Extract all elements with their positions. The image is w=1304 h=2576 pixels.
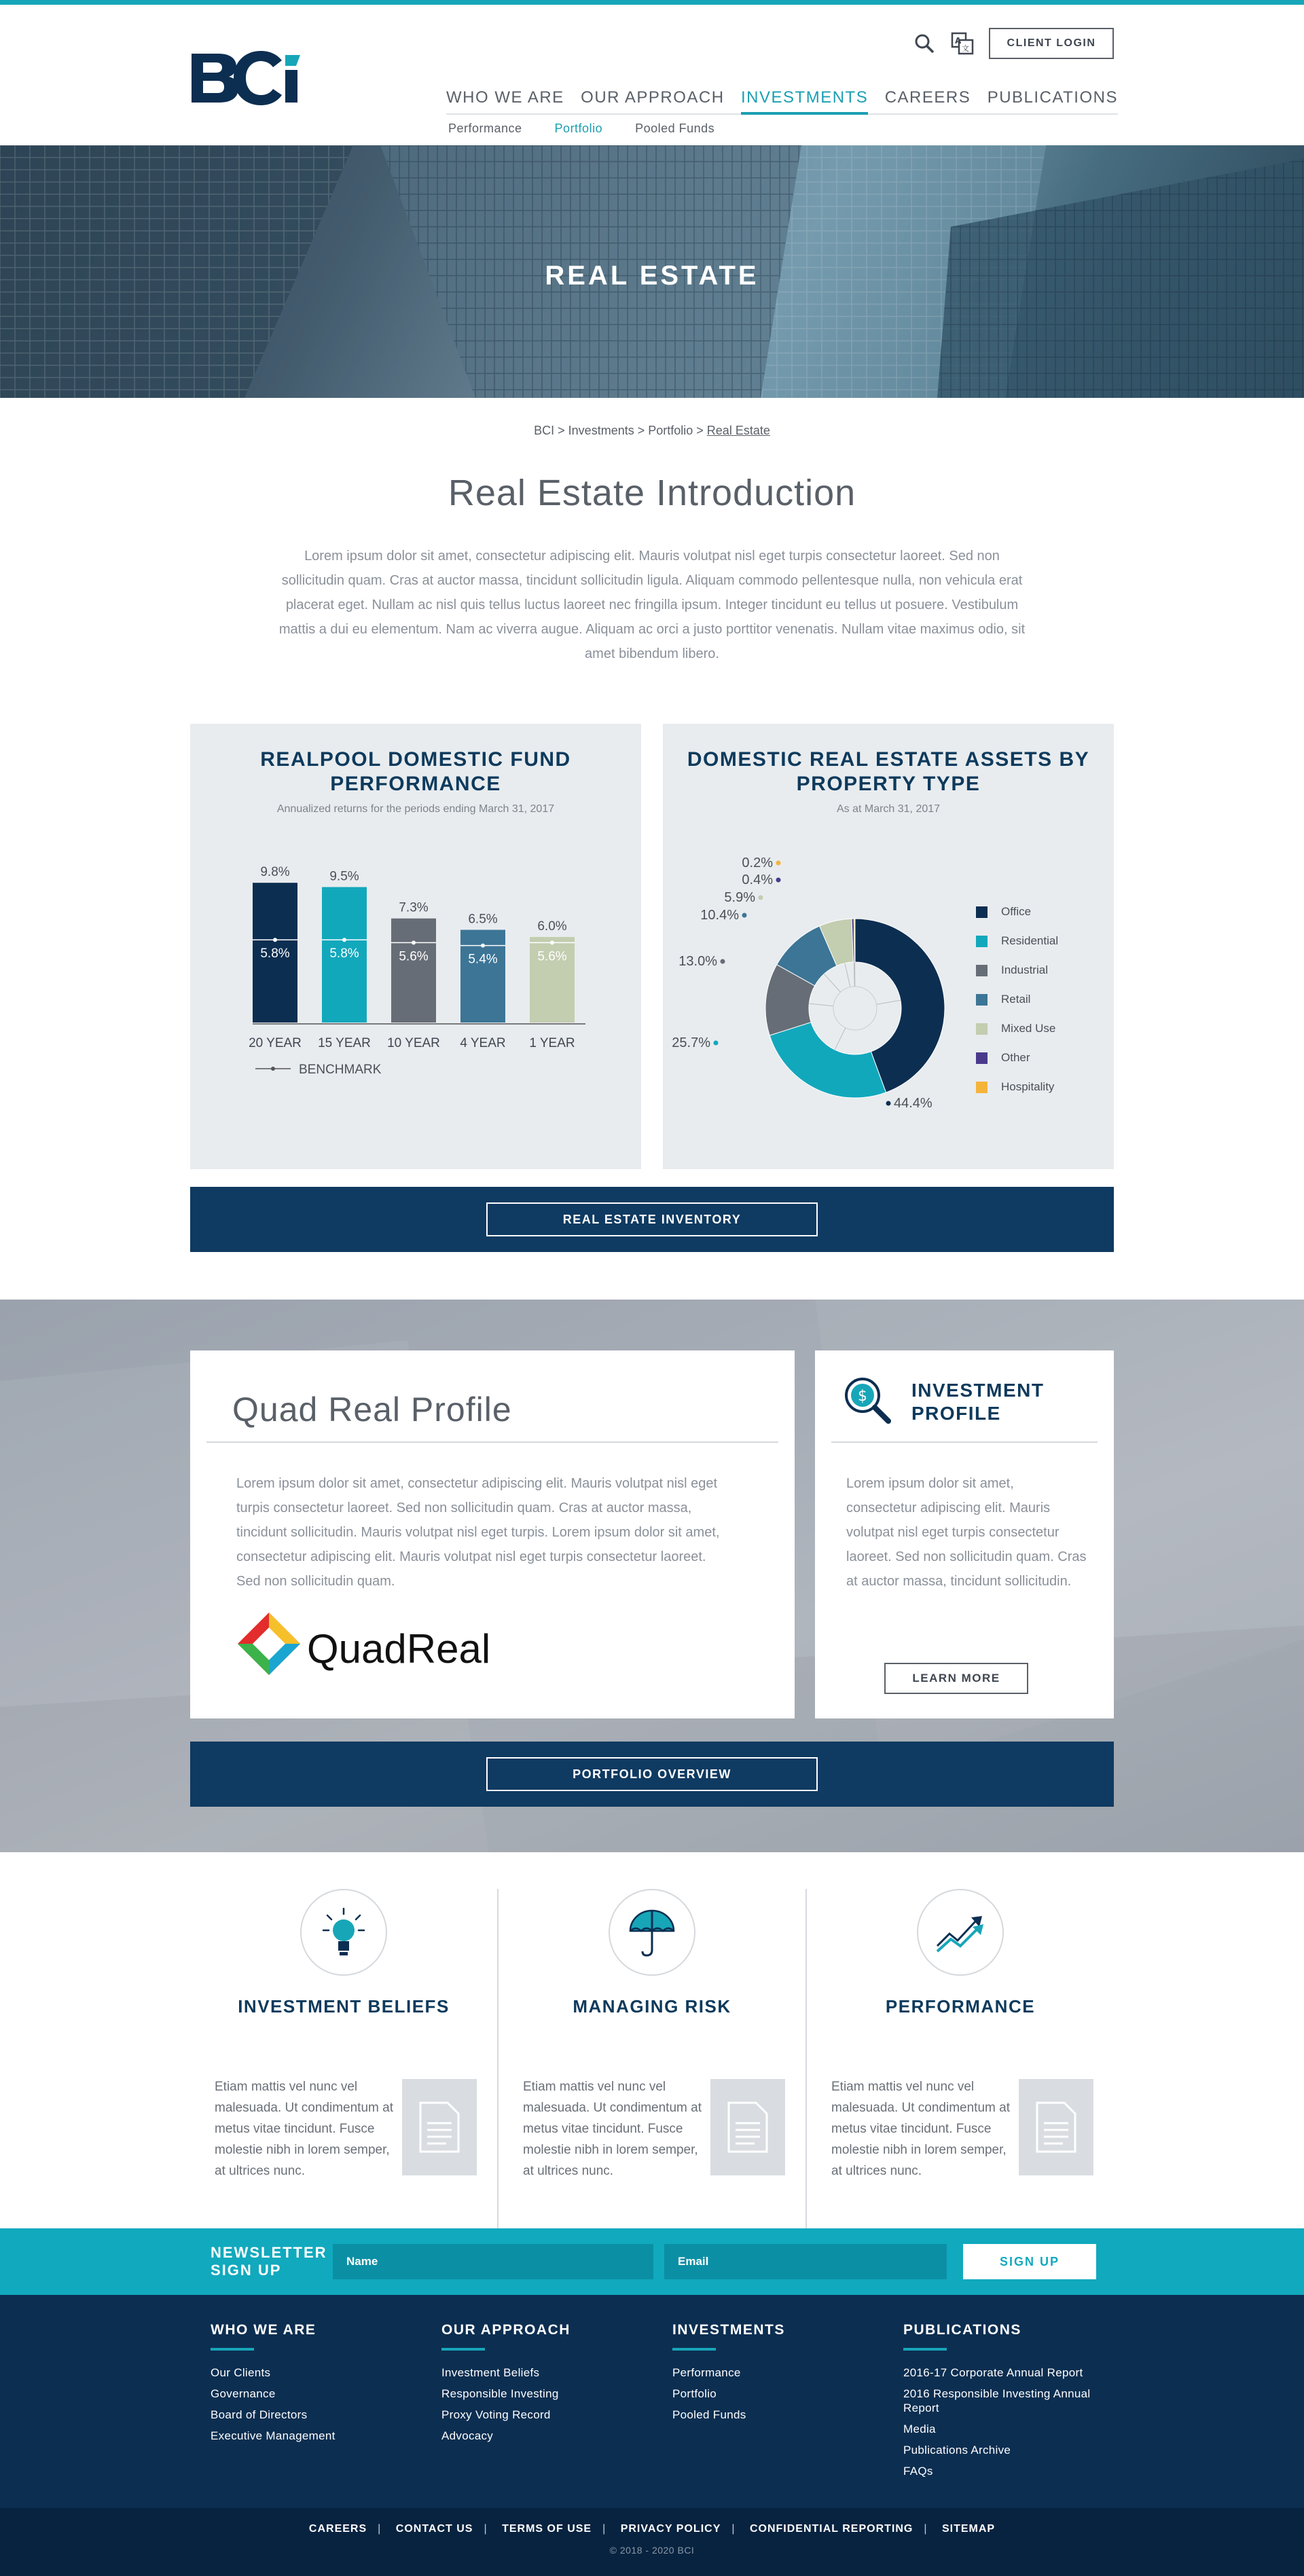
benchmark-value-label: 5.8% bbox=[329, 946, 359, 961]
footer-bottom-links bbox=[0, 2523, 1304, 2535]
feature-title: PERFORMANCE bbox=[807, 1996, 1114, 2017]
learn-more-button[interactable]: LEARN MORE bbox=[884, 1663, 1028, 1694]
donut-slice bbox=[854, 919, 855, 962]
inner-leader-line bbox=[877, 1000, 901, 1004]
legend-swatch bbox=[976, 1082, 988, 1093]
investment-profile-title: INVESTMENT PROFILE bbox=[911, 1379, 1044, 1425]
property-type-panel bbox=[663, 724, 1114, 1169]
bar-chart-title: REALPOOL DOMESTIC FUND PERFORMANCE bbox=[190, 748, 641, 796]
subnav-performance[interactable]: Performance bbox=[448, 122, 522, 136]
legend-benchmark-point bbox=[271, 1067, 275, 1071]
footer-sitemap-link[interactable]: SITEMAP bbox=[942, 2523, 995, 2535]
translate-icon[interactable] bbox=[951, 32, 974, 55]
portfolio-overview-bar bbox=[190, 1742, 1114, 1807]
name-input[interactable]: Name bbox=[333, 2244, 653, 2279]
sub-nav bbox=[448, 122, 714, 136]
label-dot bbox=[759, 896, 763, 900]
benchmark-point bbox=[273, 938, 277, 942]
separator: | bbox=[731, 2523, 735, 2535]
separator: | bbox=[924, 2523, 927, 2535]
subnav-pooled-funds[interactable]: Pooled Funds bbox=[635, 122, 714, 136]
footer-link[interactable]: Our Clients bbox=[211, 2366, 441, 2380]
site-header bbox=[190, 5, 1114, 145]
heading-underline bbox=[211, 2348, 254, 2351]
document-thumbnail-icon[interactable] bbox=[710, 2079, 785, 2175]
main-nav bbox=[446, 79, 1118, 115]
trend-chart-icon bbox=[917, 1889, 1004, 1976]
footer-link[interactable]: 2016-17 Corporate Annual Report bbox=[903, 2366, 1107, 2380]
label-dot bbox=[776, 861, 781, 866]
footer-link[interactable]: Performance bbox=[672, 2366, 903, 2380]
lightbulb-icon bbox=[300, 1889, 387, 1976]
bar bbox=[391, 919, 436, 1023]
x-tick-label: 1 YEAR bbox=[529, 1036, 575, 1050]
footer-contact-link[interactable]: CONTACT US bbox=[396, 2523, 473, 2535]
investment-profile-card bbox=[815, 1350, 1114, 1718]
legend-swatch bbox=[976, 1052, 988, 1064]
footer-link[interactable]: Board of Directors bbox=[211, 2408, 441, 2422]
breadcrumb-investments[interactable]: Investments bbox=[568, 424, 634, 437]
benchmark-point bbox=[342, 938, 346, 942]
investment-profile-text: Lorem ipsum dolor sit amet, consectetur adipiscing elit. Mauris volutpat nisl eget turpis consectetur laoreet. Sed non sollicitudin quam. Cras at auctor massa, tincidunt sollicitudin. bbox=[846, 1471, 1087, 1594]
feature-text: Etiam mattis vel nunc vel malesuada. Ut condimentum at metus vitae tincidunt. Fusce molestie nibh in lorem semper, at ultrices nunc. bbox=[831, 2076, 1015, 2182]
inner-leader-line bbox=[835, 1028, 846, 1050]
benchmark-value-label: 5.6% bbox=[537, 949, 566, 963]
donut-chart-subtitle: As at March 31, 2017 bbox=[663, 803, 1114, 815]
footer-link[interactable]: Portfolio bbox=[672, 2387, 903, 2401]
footer-bottom-bar bbox=[0, 2508, 1304, 2576]
hero-banner bbox=[0, 145, 1304, 398]
slice-value-label: 44.4% bbox=[894, 1096, 932, 1111]
quadreal-logo bbox=[236, 1611, 494, 1682]
slice-value-label: 25.7% bbox=[672, 1035, 710, 1050]
benchmark-point bbox=[481, 944, 485, 948]
property-type-donut-chart bbox=[663, 724, 1114, 1169]
intro-text: Lorem ipsum dolor sit amet, consectetur adipiscing elit. Mauris volutpat nisl eget turpis consectetur laoreet. Sed non sollicitudin quam. Cras at auctor massa, tincidunt sollicitudin ligula. Aliquam commodo pellentesque nulla, non vehicula erat placerat eget. Nullam ac nisl quis tellus luctus laoreet nec fringilla ipsum. Integer tincidunt eu tellus ut posuere. Vestibulum mattis a dui eu elementum. Nam ac viverra augue. Aliquam ac orci a justo porttitor venenatis. Nullam vitae maximus odio, sit amet bibendum libero. bbox=[275, 544, 1029, 666]
legend-swatch bbox=[976, 936, 988, 947]
separator: | bbox=[378, 2523, 381, 2535]
benchmark-point bbox=[550, 940, 554, 944]
label-dot bbox=[886, 1101, 891, 1106]
footer-col-who-we-are bbox=[211, 2322, 441, 2485]
footer-col-publications bbox=[903, 2322, 1107, 2485]
feature-title: INVESTMENT BELIEFS bbox=[190, 1996, 497, 2017]
search-icon[interactable] bbox=[913, 32, 936, 55]
nav-who-we-are[interactable]: WHO WE ARE bbox=[446, 79, 564, 113]
label-dot bbox=[721, 959, 725, 964]
divider bbox=[831, 1441, 1098, 1443]
label-dot bbox=[742, 913, 747, 918]
breadcrumb bbox=[0, 424, 1304, 438]
heading-underline bbox=[903, 2348, 947, 2351]
footer-terms-link[interactable]: TERMS OF USE bbox=[502, 2523, 592, 2535]
newsletter-bar bbox=[0, 2228, 1304, 2295]
footer-heading: WHO WE ARE bbox=[211, 2322, 441, 2338]
subnav-portfolio[interactable]: Portfolio bbox=[555, 122, 603, 136]
slice-value-label: 5.9% bbox=[724, 890, 755, 905]
feature-managing-risk bbox=[497, 1889, 805, 2228]
footer-link[interactable]: 2016 Responsible Investing Annual Report bbox=[903, 2387, 1107, 2415]
bar-value-label: 9.5% bbox=[329, 870, 359, 884]
real-estate-inventory-button[interactable]: REAL ESTATE INVENTORY bbox=[486, 1202, 818, 1236]
footer-link[interactable]: Investment Beliefs bbox=[441, 2366, 672, 2380]
fund-performance-bar-chart bbox=[190, 724, 641, 1169]
footer-link[interactable]: Responsible Investing bbox=[441, 2387, 672, 2401]
footer-col-our-approach bbox=[441, 2322, 672, 2485]
donut-slice bbox=[769, 1023, 886, 1098]
benchmark-value-label: 5.8% bbox=[260, 946, 289, 961]
footer-link[interactable]: Proxy Voting Record bbox=[441, 2408, 672, 2422]
label-dot bbox=[776, 878, 781, 883]
x-tick-label: 4 YEAR bbox=[460, 1036, 505, 1050]
quadreal-profile-card bbox=[190, 1350, 795, 1718]
slice-value-label: 13.0% bbox=[678, 954, 717, 969]
legend-label: Residential bbox=[1001, 934, 1058, 947]
svg-text:QuadReal: QuadReal bbox=[307, 1626, 490, 1672]
label-dot bbox=[714, 1041, 719, 1046]
hero-title: REAL ESTATE bbox=[0, 261, 1304, 291]
x-tick-label: 20 YEAR bbox=[249, 1036, 302, 1050]
legend-label: Retail bbox=[1001, 993, 1030, 1006]
footer-privacy-link[interactable]: PRIVACY POLICY bbox=[621, 2523, 721, 2535]
separator: | bbox=[484, 2523, 487, 2535]
heading-underline bbox=[672, 2348, 716, 2351]
svg-text:文: 文 bbox=[962, 44, 969, 53]
separator: | bbox=[602, 2523, 606, 2535]
bar-value-label: 6.0% bbox=[537, 919, 566, 934]
breadcrumb-separator: > bbox=[554, 424, 568, 437]
footer bbox=[0, 2295, 1304, 2508]
legend-label: Other bbox=[1001, 1051, 1030, 1064]
footer-link[interactable]: Publications Archive bbox=[903, 2443, 1107, 2457]
footer-heading: INVESTMENTS bbox=[672, 2322, 903, 2338]
nav-publications[interactable]: PUBLICATIONS bbox=[988, 79, 1118, 113]
footer-link[interactable]: Media bbox=[903, 2422, 1107, 2436]
benchmark-point bbox=[412, 940, 416, 944]
divider bbox=[206, 1441, 778, 1443]
legend-swatch bbox=[976, 1023, 988, 1035]
donut-chart-title: DOMESTIC REAL ESTATE ASSETS BY PROPERTY TYPE bbox=[663, 748, 1114, 796]
nav-our-approach[interactable]: OUR APPROACH bbox=[581, 79, 724, 113]
email-input[interactable]: Email bbox=[664, 2244, 947, 2279]
nav-careers[interactable]: CAREERS bbox=[885, 79, 971, 113]
donut-center-ring bbox=[833, 987, 877, 1030]
feature-investment-beliefs bbox=[190, 1889, 497, 2228]
legend-label: Mixed Use bbox=[1001, 1022, 1055, 1035]
footer-confidential-link[interactable]: CONFIDENTIAL REPORTING bbox=[750, 2523, 913, 2535]
breadcrumb-current[interactable]: Real Estate bbox=[707, 424, 770, 437]
bar-value-label: 7.3% bbox=[399, 901, 428, 915]
breadcrumb-separator: > bbox=[634, 424, 649, 437]
footer-link[interactable]: Executive Management bbox=[211, 2429, 441, 2443]
quadreal-profile-text: Lorem ipsum dolor sit amet, consectetur adipiscing elit. Mauris volutpat nisl eget turpis consectetur laoreet. Sed non sollicitudin quam. Cras at auctor massa, tincidunt sollicitudin. Mauris volutpat nisl eget turpis. Lorem ipsum dolor sit amet, consectetur adipiscing elit. Mauris volutpat nisl eget turpis consectetur laoreet. Sed non sollicitudin quam. bbox=[236, 1471, 727, 1594]
footer-link[interactable]: Pooled Funds bbox=[672, 2408, 903, 2422]
sign-up-button[interactable]: SIGN UP bbox=[963, 2244, 1096, 2279]
slice-value-label: 10.4% bbox=[700, 908, 739, 923]
feature-performance bbox=[805, 1889, 1114, 2228]
footer-heading: PUBLICATIONS bbox=[903, 2322, 1107, 2338]
quadreal-profile-title: Quad Real Profile bbox=[232, 1390, 795, 1429]
heading-underline bbox=[441, 2348, 485, 2351]
feature-text: Etiam mattis vel nunc vel malesuada. Ut condimentum at metus vitae tincidunt. Fusce molestie nibh in lorem semper, at ultrices nunc. bbox=[215, 2076, 398, 2182]
legend-label: Industrial bbox=[1001, 963, 1048, 976]
legend-label: Office bbox=[1001, 905, 1031, 918]
features-section bbox=[190, 1852, 1114, 2228]
footer-link[interactable]: Governance bbox=[211, 2387, 441, 2401]
bci-logo[interactable] bbox=[190, 50, 303, 105]
x-tick-label: 15 YEAR bbox=[318, 1036, 371, 1050]
utility-bar bbox=[913, 28, 1114, 59]
inner-leader-line bbox=[824, 974, 840, 993]
slice-value-label: 0.2% bbox=[742, 855, 773, 870]
feature-text: Etiam mattis vel nunc vel malesuada. Ut condimentum at metus vitae tincidunt. Fusce molestie nibh in lorem semper, at ultrices nunc. bbox=[523, 2076, 706, 2182]
legend-swatch bbox=[976, 994, 988, 1006]
legend-label: Hospitality bbox=[1001, 1080, 1055, 1093]
fund-performance-panel bbox=[190, 724, 641, 1169]
breadcrumb-bci[interactable]: BCI bbox=[534, 424, 554, 437]
svg-text:A: A bbox=[955, 36, 962, 45]
copyright: © 2018 - 2020 BCI bbox=[0, 2545, 1304, 2556]
benchmark-value-label: 5.6% bbox=[399, 949, 428, 963]
svg-text:$: $ bbox=[858, 1388, 867, 1405]
slice-value-label: 0.4% bbox=[742, 872, 773, 887]
legend-swatch bbox=[976, 965, 988, 976]
client-login-button[interactable]: CLIENT LOGIN bbox=[989, 28, 1114, 59]
benchmark-value-label: 5.4% bbox=[468, 953, 497, 967]
portfolio-overview-button[interactable]: PORTFOLIO OVERVIEW bbox=[486, 1757, 818, 1791]
x-tick-label: 10 YEAR bbox=[387, 1036, 440, 1050]
footer-careers-link[interactable]: CAREERS bbox=[309, 2523, 367, 2535]
inner-leader-line bbox=[845, 963, 850, 987]
magnifier-dollar-icon bbox=[842, 1375, 892, 1429]
legend-swatch bbox=[976, 906, 988, 918]
footer-col-investments bbox=[672, 2322, 903, 2485]
bar-value-label: 9.8% bbox=[260, 865, 289, 879]
footer-link[interactable]: Advocacy bbox=[441, 2429, 672, 2443]
bar-chart-subtitle: Annualized returns for the periods ending March 31, 2017 bbox=[190, 803, 641, 815]
document-thumbnail-icon[interactable] bbox=[402, 2079, 477, 2175]
document-thumbnail-icon[interactable] bbox=[1019, 2079, 1093, 2175]
inventory-bar bbox=[190, 1187, 1114, 1252]
nav-investments[interactable]: INVESTMENTS bbox=[741, 79, 868, 113]
inner-leader-line bbox=[809, 1004, 833, 1006]
top-accent-bar bbox=[0, 0, 1304, 5]
bar-value-label: 6.5% bbox=[468, 913, 497, 927]
feature-title: MANAGING RISK bbox=[499, 1996, 805, 2017]
newsletter-label: NEWSLETTER SIGN UP bbox=[211, 2244, 333, 2279]
breadcrumb-separator: > bbox=[693, 424, 707, 437]
breadcrumb-portfolio[interactable]: Portfolio bbox=[648, 424, 693, 437]
intro-title: Real Estate Introduction bbox=[0, 472, 1304, 514]
profile-section bbox=[0, 1300, 1304, 1852]
footer-link[interactable]: FAQs bbox=[903, 2464, 1107, 2478]
umbrella-icon bbox=[609, 1889, 695, 1976]
footer-heading: OUR APPROACH bbox=[441, 2322, 672, 2338]
legend-label: BENCHMARK bbox=[299, 1063, 382, 1077]
